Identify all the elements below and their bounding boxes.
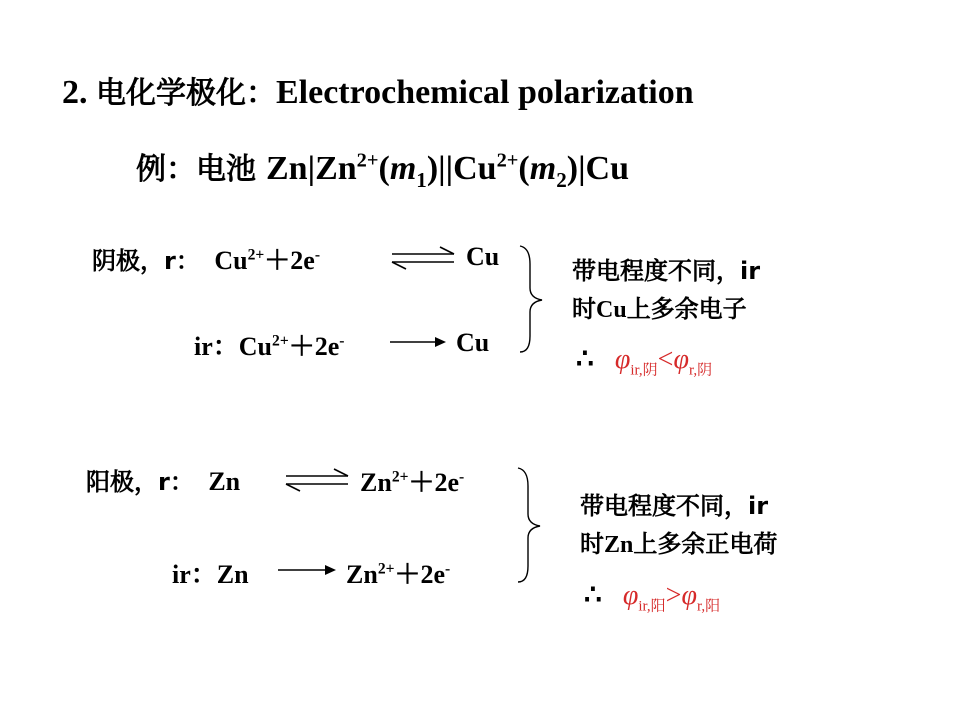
heading-en: Electrochemical polarization	[276, 74, 694, 111]
cathode-r-product: Cu	[466, 242, 500, 271]
heading-number: 2.	[62, 74, 88, 111]
anode-ir-product: $Zn^{2+}+2e^-$	[346, 560, 451, 589]
equilibrium-arrow-icon	[282, 469, 352, 493]
anode-label: 阳极，r：	[86, 468, 194, 496]
anode-note-line1: 带电程度不同，ir	[580, 492, 769, 520]
cathode-reversible-reaction: 阴极，r： $Cu^{2+}+2e^-$	[92, 246, 321, 275]
anode-brace-icon	[516, 466, 546, 584]
anode-conclusion	[584, 578, 721, 615]
right-arrow-icon	[388, 335, 448, 349]
cathode-irreversible-reaction: ir：$Cu^{2+}+2e^-$	[194, 332, 345, 361]
heading-cn: 电化学极化：	[96, 76, 276, 111]
cathode-note-line1: 带电程度不同，ir	[572, 257, 761, 285]
example-label: 例：电池	[136, 152, 256, 187]
cathode-potential-comparison: $\varphi_{ir,阴}<\varphi_{r,阴}$	[614, 344, 713, 379]
cathode-ir-product: Cu	[456, 328, 490, 357]
anode-r-product: $Zn^{2+}+2e^-$	[360, 468, 465, 497]
example-line	[136, 144, 630, 192]
right-arrow-icon	[276, 563, 338, 577]
cell-notation: $Zn|Zn^{2+}(m_1)||Cu^{2+}(m_2)|Cu$	[266, 149, 630, 192]
anode-potential-comparison: $\varphi_{ir,阳}>\varphi_{r,阳}$	[622, 580, 721, 615]
cathode-note-line2: 时Cu上多余电子	[572, 295, 747, 323]
therefore-symbol: ∴	[584, 580, 602, 611]
anode-reversible-reaction: 阳极，r： Zn	[86, 467, 241, 496]
therefore-symbol: ∴	[576, 344, 594, 375]
cathode-conclusion	[576, 342, 713, 379]
equilibrium-arrow-icon	[388, 247, 458, 271]
section-heading	[62, 68, 694, 112]
cathode-brace-icon	[518, 244, 548, 354]
anode-irreversible-reaction: ir：Zn	[172, 560, 249, 589]
anode-note-line2: 时Zn上多余正电荷	[580, 530, 778, 558]
cathode-label: 阴极，r：	[92, 247, 200, 275]
